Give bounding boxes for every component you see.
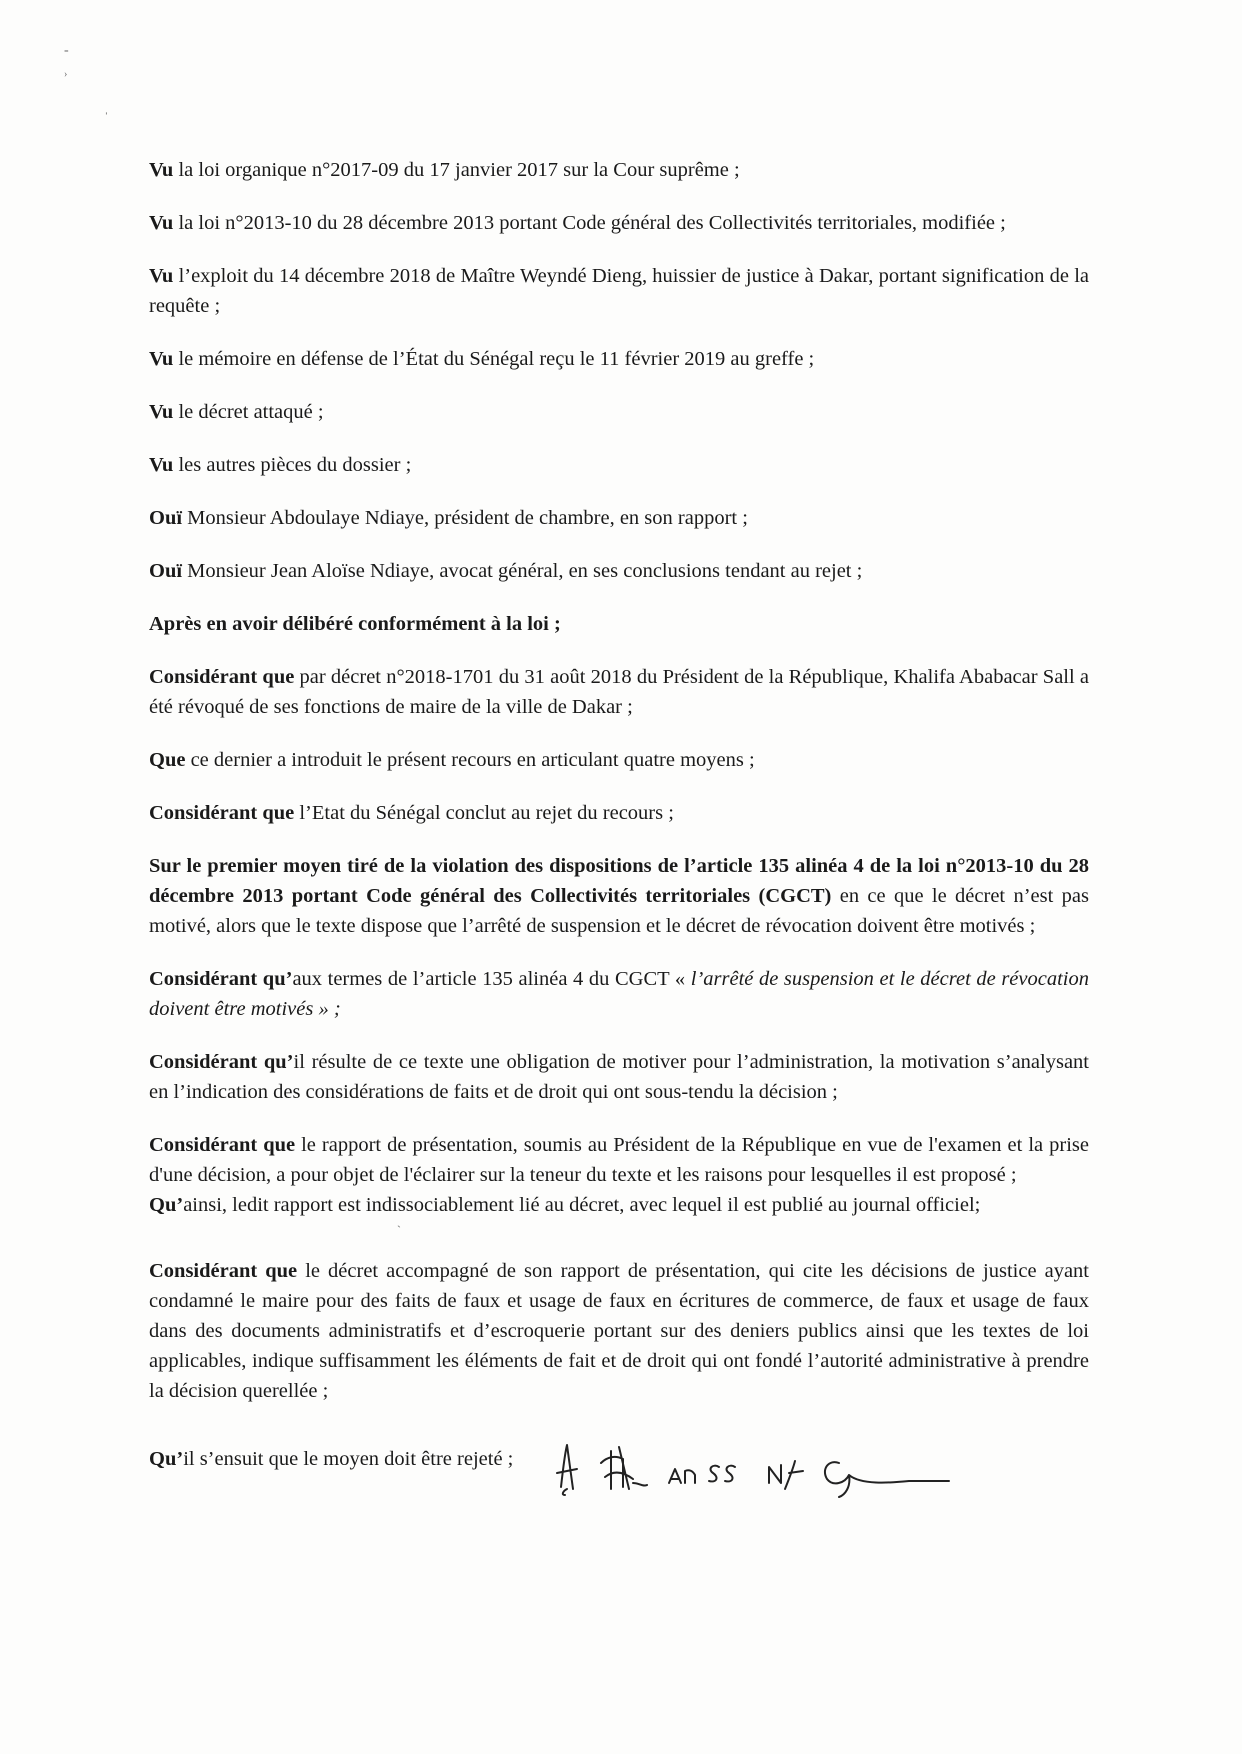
paragraph-text: le rapport de présentation, soumis au Président de la République en vue de l'examen et la prise d'une décision, a pour objet de l'éclairer sur la teneur du texte et les raisons pour lesquelles il est proposé ; xyxy=(149,1134,1089,1186)
paragraph-text: en ce que le décret n’est pas motivé, alors que le texte dispose que l’arrêté de suspension et le décret de révocation doivent être motivés ; xyxy=(149,885,1089,937)
paragraph xyxy=(149,662,1089,722)
paragraph xyxy=(149,556,1089,586)
paragraph-text: les autres pièces du dossier ; xyxy=(173,454,412,476)
paragraph-lead: Sur le premier moyen tiré de la violation des dispositions de l’article 135 alinéa 4 de la loi n°2013-10 du 28 décembre 2013 portant Code général des Collectivités territoriales (CGCT) xyxy=(149,855,1089,907)
paragraph xyxy=(149,609,1089,639)
paragraph-text: Monsieur Jean Aloïse Ndiaye, avocat général, en ses conclusions tendant au rejet ; xyxy=(182,560,863,582)
paragraph xyxy=(149,1130,1089,1190)
paragraph xyxy=(149,450,1089,480)
paragraph-lead: Ouï xyxy=(149,507,183,529)
paragraph xyxy=(149,851,1089,941)
paragraph-lead: Après en avoir délibéré conformément à la loi ; xyxy=(149,613,561,635)
paragraph-lead: Considérant qu’ xyxy=(149,1051,294,1073)
scan-mark: - xyxy=(64,43,69,58)
paragraph-lead: Vu xyxy=(149,265,174,287)
paragraph xyxy=(149,1047,1089,1107)
paragraph-text: le décret attaqué ; xyxy=(173,401,324,423)
paragraph-text: il s’ensuit que le moyen doit être rejeté ; xyxy=(183,1448,514,1470)
paragraph-text: l’exploit du 14 décembre 2018 de Maître Weyndé Dieng, huissier de justice à Dakar, portant signification de la requête ; xyxy=(149,265,1089,317)
final-line xyxy=(149,1429,1089,1489)
paragraph xyxy=(149,964,1089,1024)
paragraph-text: par décret n°2018-1701 du 31 août 2018 du Président de la République, Khalifa Ababacar Sall a été révoqué de ses fonctions de maire de la ville de Dakar ; xyxy=(149,666,1089,718)
paragraph-text: l’Etat du Sénégal conclut au rejet du recours ; xyxy=(294,802,674,824)
paragraph xyxy=(149,261,1089,321)
paragraph-lead: Vu xyxy=(149,212,174,234)
document-body xyxy=(149,155,1089,1489)
paragraph-lead: Ouï xyxy=(149,560,183,582)
paragraph xyxy=(149,798,1089,828)
paragraph-lead: Considérant que xyxy=(149,802,295,824)
paragraph-lead: Que xyxy=(149,749,186,771)
paragraph-text: la loi organique n°2017-09 du 17 janvier 2017 sur la Cour suprême ; xyxy=(173,159,740,181)
paragraph-text: la loi n°2013-10 du 28 décembre 2013 portant Code général des Collectivités territoriales, modifiée ; xyxy=(173,212,1006,234)
paragraph xyxy=(149,397,1089,427)
paragraph-text: Monsieur Abdoulaye Ndiaye, président de chambre, en son rapport ; xyxy=(182,507,748,529)
paragraph-text: ce dernier a introduit le présent recours en articulant quatre moyens ; xyxy=(185,749,755,771)
paragraph xyxy=(149,1256,1089,1406)
paragraph xyxy=(149,503,1089,533)
paragraph-text: le mémoire en défense de l’État du Sénégal reçu le 11 février 2019 au greffe ; xyxy=(173,348,815,370)
paragraph-text: le décret accompagné de son rapport de présentation, qui cite les décisions de justice ayant condamné le maire pour des faits de faux et usage de faux en écritures de commerce, de faux et usage de faux dans des documents administratifs et d’escroquerie portant sur des deniers publics ainsi que les textes de loi applicables, indique suffisamment les éléments de fait et de droit qui ont fondé l’autorité administrative à prendre la décision querellée ; xyxy=(149,1260,1089,1402)
paragraph-lead: Vu xyxy=(149,454,174,476)
paragraph-lead: Considérant que xyxy=(149,1134,296,1156)
scan-mark: › xyxy=(64,69,68,80)
paragraph-lead: Vu xyxy=(149,401,174,423)
paragraph-lead: Qu’ xyxy=(149,1448,184,1470)
paragraph-lead: Considérant que xyxy=(149,1260,298,1282)
paragraph xyxy=(149,1190,1089,1220)
paragraph-lead: Considérant qu’ xyxy=(149,968,293,990)
paragraph-lead: Vu xyxy=(149,159,174,181)
paragraph-lead: Considérant que xyxy=(149,666,295,688)
paragraph-text: aux termes de l’article 135 alinéa 4 du CGCT « xyxy=(292,968,691,990)
quoted-text: l’arrêté de suspension et le décret de révocation doivent être motivés » ; xyxy=(149,968,1089,1020)
paragraph xyxy=(149,208,1089,238)
paragraph xyxy=(149,155,1089,185)
paragraph-text: il résulte de ce texte une obligation de motiver pour l’administration, la motivation s’analysant en l’indication des considérations de faits et de droit qui ont sous-tendu la décision ; xyxy=(149,1051,1089,1103)
handwritten-initials xyxy=(549,1439,969,1499)
paragraph-lead: Qu’ xyxy=(149,1194,184,1216)
paragraph xyxy=(149,745,1089,775)
scan-mark: ˈ xyxy=(104,111,109,126)
paragraph-text: ainsi, ledit rapport est indissociablement lié au décret, avec lequel il est publié au journal officiel; xyxy=(183,1194,981,1216)
paragraph xyxy=(149,344,1089,374)
paragraph xyxy=(149,1444,513,1474)
scan-mark: ˋ xyxy=(397,1223,401,1237)
paragraph-lead: Vu xyxy=(149,348,174,370)
